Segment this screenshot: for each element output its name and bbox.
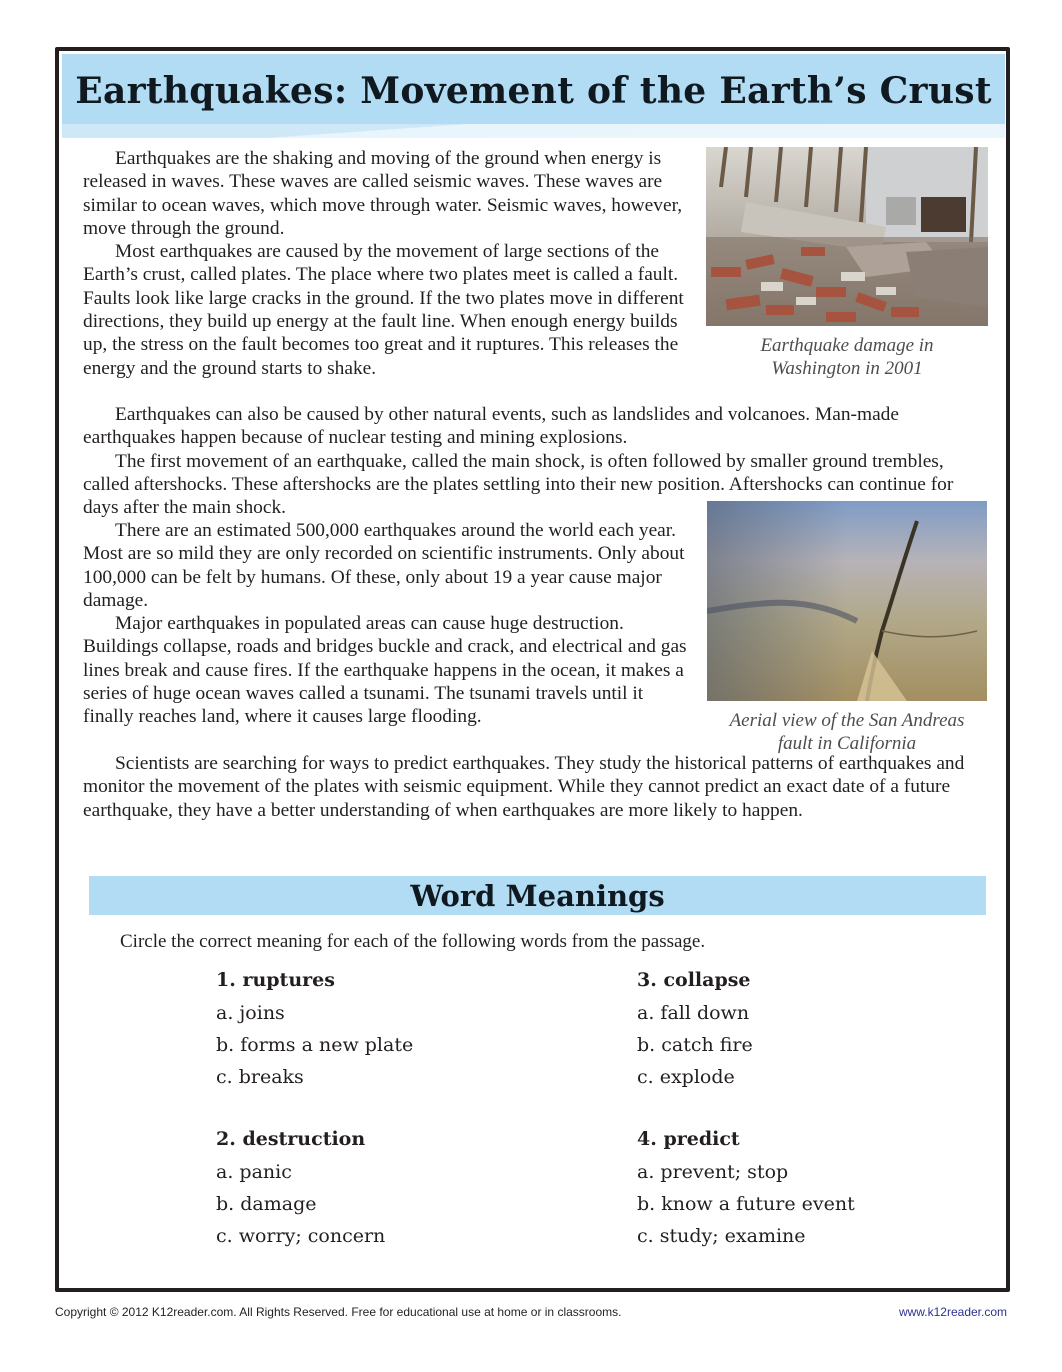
answer-option[interactable]: a. fall down [637, 1002, 750, 1024]
caption-line: Washington in 2001 [771, 358, 923, 379]
answer-option[interactable]: b. damage [216, 1193, 317, 1215]
paragraph: The first movement of an earthquake, called the main shock, is often followed by smaller ground trembles, called aftershocks. These aftershocks are the plates settling into their new position. Aftershocks can continue for days after the main shock. [83, 450, 954, 519]
answer-option[interactable]: c. worry; concern [216, 1225, 386, 1247]
question-word: 3. collapse [637, 969, 751, 991]
question-word: 1. ruptures [216, 969, 335, 991]
question-1 [216, 965, 413, 1093]
paragraph: Earthquakes are the shaking and moving of the ground when energy is released in waves. These waves are called seismic waves. These waves are similar to ocean waves, which move through water. Seismic waves, however, move through the ground. [83, 148, 683, 239]
word-meanings-banner [89, 876, 986, 915]
figure-caption [707, 709, 987, 755]
page-title: Earthquakes: Movement of the Earth’s Crust [75, 70, 992, 112]
answer-option[interactable]: c. explode [637, 1066, 735, 1088]
san-andreas-aerial-photo-icon [707, 501, 987, 701]
figure-earthquake-damage [706, 147, 988, 380]
answer-option[interactable]: a. panic [216, 1161, 292, 1183]
earthquake-damage-photo-icon [706, 147, 988, 326]
question-3 [637, 965, 753, 1093]
paragraph: There are an estimated 500,000 earthquakes around the world each year. Most are so mild they are only recorded on scientific instruments. Only about 100,000 can be felt by humans. Of these, only about 19 a year cause major damage. [83, 520, 685, 611]
question-word: 4. predict [637, 1128, 740, 1150]
figure-san-andreas [707, 501, 987, 755]
question-2 [216, 1124, 385, 1252]
section-heading: Word Meanings [410, 879, 665, 913]
paragraph: Earthquakes can also be caused by other natural events, such as landslides and volcanoes. Man-made earthquakes happen because of nuclear testing and mining explosions. [83, 404, 899, 449]
figure-caption [706, 334, 988, 380]
answer-option[interactable]: c. study; examine [637, 1225, 806, 1247]
site-url-link[interactable]: www.k12reader.com [898, 1305, 1007, 1319]
worksheet-frame [55, 47, 1010, 1292]
copyright-notice: Copyright © 2012 K12reader.com. All Rights Reserved. Free for educational use at home or in classrooms. [55, 1305, 622, 1319]
caption-line: fault in California [777, 733, 917, 754]
passage-block-1 [83, 147, 698, 380]
paragraph: Scientists are searching for ways to predict earthquakes. They study the historical patterns of earthquakes and monitor the movement of the plates with seismic equipment. While they cannot predict an exact date of a future earthquake, they have a better understanding of when earthquakes are more likely to happen. [83, 753, 965, 821]
title-banner [62, 54, 1005, 124]
question-word: 2. destruction [216, 1128, 366, 1150]
passage-block-3 [83, 519, 698, 729]
caption-line: Earthquake damage in [760, 335, 934, 356]
instructions: Circle the correct meaning for each of the following words from the passage. [120, 931, 706, 952]
answer-option[interactable]: a. joins [216, 1002, 285, 1024]
caption-line: Aerial view of the San Andreas [729, 710, 965, 731]
answer-option[interactable]: c. breaks [216, 1066, 304, 1088]
answer-option[interactable]: b. forms a new plate [216, 1034, 414, 1056]
title-underband [62, 124, 1005, 138]
passage-block-4 [83, 752, 983, 822]
paragraph: Major earthquakes in populated areas can cause huge destruction. Buildings collapse, roads and bridges buckle and crack, and electrical and gas lines break and cause fires. If the earthquake happens in the ocean, it makes a series of huge ocean waves called a tsunami. The tsunami travels until it finally reaches land, where it causes large flooding. [83, 613, 687, 728]
answer-option[interactable]: a. prevent; stop [637, 1161, 789, 1183]
answer-option[interactable]: b. know a future event [637, 1193, 855, 1215]
passage-block-2 [83, 403, 983, 519]
question-4 [637, 1124, 855, 1252]
paragraph: Most earthquakes are caused by the movement of large sections of the Earth’s crust, called plates. The place where two plates meet is called a fault. Faults look like large cracks in the ground. If the two plates move in different directions, they build up energy at the fault line. When enough energy builds up, the stress on the fault becomes too great and it ruptures. This releases the energy and the ground starts to shake. [83, 241, 684, 379]
answer-option[interactable]: b. catch fire [637, 1034, 753, 1056]
